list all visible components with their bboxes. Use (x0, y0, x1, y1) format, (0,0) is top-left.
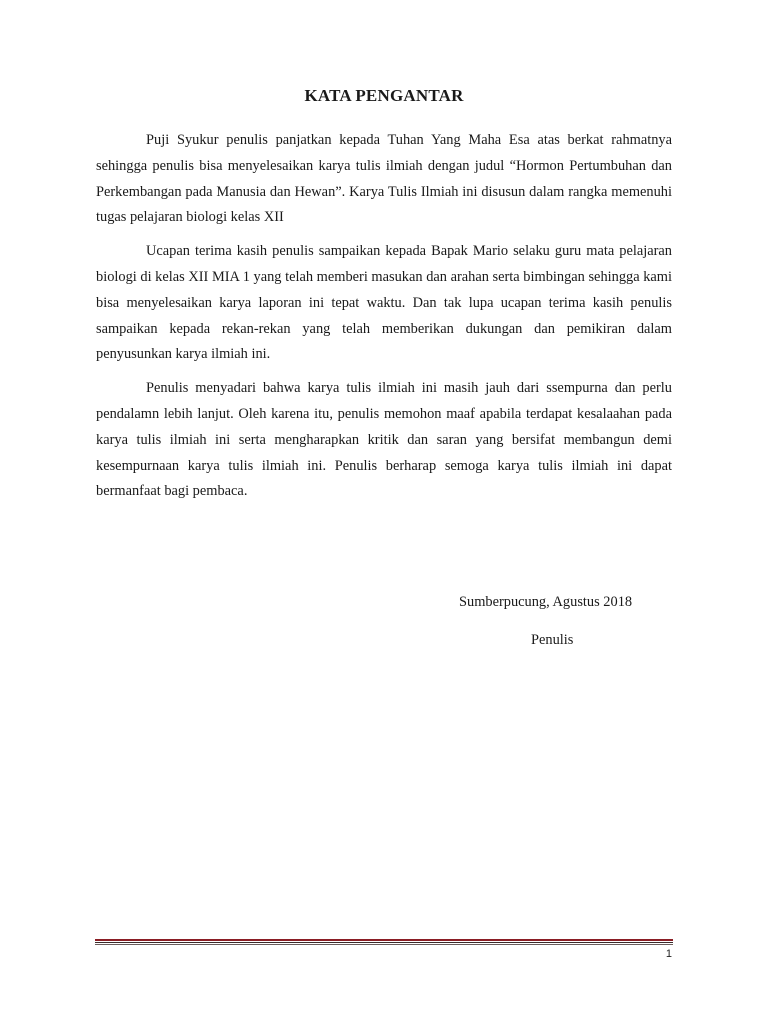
footer-divider-tertiary (95, 944, 673, 945)
footer-divider (95, 939, 673, 945)
footer-divider-secondary (95, 942, 673, 943)
place-date: Sumberpucung, Agustus 2018 (459, 594, 633, 610)
body-text (96, 128, 672, 513)
paragraph-3: Penulis menyadari bahwa karya tulis ilmiah ini masih jauh dari ssempurna dan perlu pendalamn lebih lanjut. Oleh karena itu, penulis memohon maaf apabila terdapat kesalaahan pada karya tulis ilmiah ini serta mengharapkan kritik dan saran yang bersifat membangun demi kesempurnaan karya tulis ilmiah ini. Penulis berharap semoga karya tulis ilmiah ini dapat bermanfaat bagi pembaca. (96, 380, 672, 500)
paragraph-1: Puji Syukur penulis panjatkan kepada Tuhan Yang Maha Esa atas berkat rahmatnya sehingga penulis bisa menyelesaikan karya tulis ilmiah dengan judul “Hormon Pertumbuhan dan Perkembangan pada Manusia dan Hewan”. Karya Tulis Ilmiah ini disusun dalam rangka memenuhi tugas pelajaran biologi kelas XII (96, 132, 672, 226)
footer-divider-primary (95, 939, 673, 941)
page-number: 1 (665, 948, 672, 960)
signature-block (459, 592, 632, 650)
page-title: KATA PENGANTAR (304, 86, 464, 105)
paragraph-2: Ucapan terima kasih penulis sampaikan kepada Bapak Mario selaku guru mata pelajaran biologi di kelas XII MIA 1 yang telah memberi masukan dan arahan serta bimbingan sehingga kami bisa menyelesaikan karya laporan ini tepat waktu. Dan tak lupa ucapan terima kasih penulis sampaikan kepada rekan-rekan yang telah memberikan dukungan dan pemikiran dalam penyusunkan karya ilmiah ini. (96, 243, 672, 363)
author-label: Penulis (531, 632, 574, 648)
